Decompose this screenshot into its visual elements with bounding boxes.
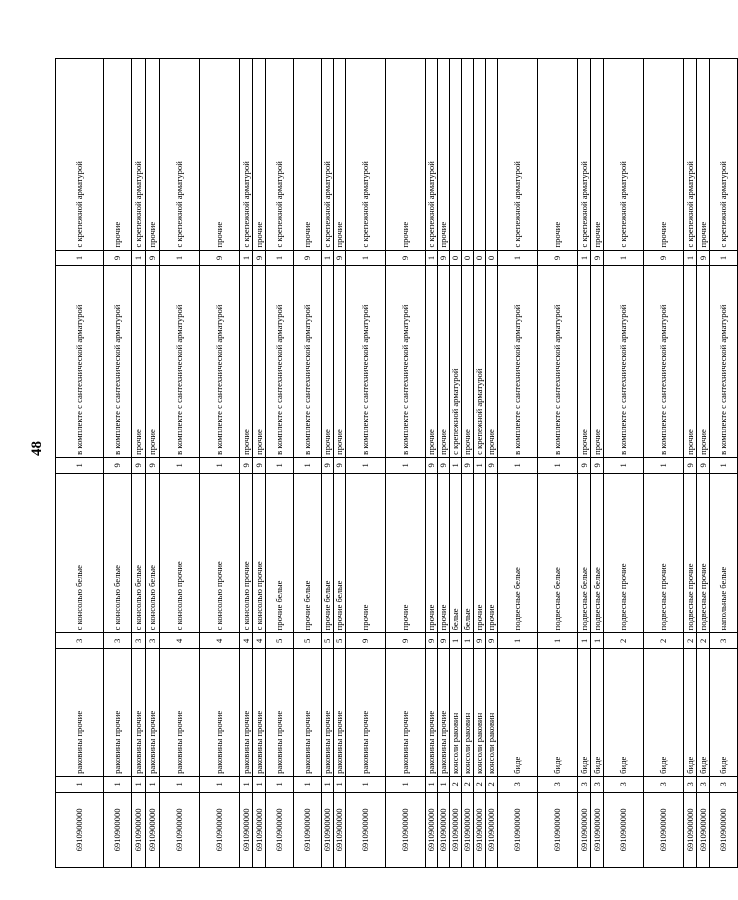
fix-name-cell bbox=[474, 59, 486, 251]
fix-digit-cell: 9 bbox=[538, 250, 578, 266]
type-name-cell: прочие белые bbox=[266, 473, 294, 633]
group-digit-cell: 1 bbox=[426, 776, 438, 792]
set-digit-cell: 1 bbox=[294, 457, 322, 473]
fix-digit-cell: 1 bbox=[578, 250, 591, 266]
set-digit-cell: 1 bbox=[644, 457, 684, 473]
group-digit-cell: 1 bbox=[200, 776, 240, 792]
group-name-cell: биде bbox=[538, 649, 578, 777]
set-name-cell: прочие bbox=[426, 266, 438, 457]
fix-name-cell: прочие bbox=[438, 59, 450, 251]
group-digit-cell: 3 bbox=[644, 776, 684, 792]
type-digit-cell: 3 bbox=[710, 633, 738, 649]
fix-digit-cell: 9 bbox=[104, 250, 132, 266]
type-name-cell: напольные белые bbox=[710, 473, 738, 633]
type-name-cell: с консолью белые bbox=[56, 473, 104, 633]
set-digit-cell: 1 bbox=[386, 457, 426, 473]
fix-digit-cell: 1 bbox=[426, 250, 438, 266]
fix-name-cell: прочие bbox=[334, 59, 346, 251]
type-digit-cell: 4 bbox=[253, 633, 266, 649]
group-digit-cell: 1 bbox=[160, 776, 200, 792]
type-digit-cell: 3 bbox=[132, 633, 146, 649]
group-name-cell: раковины прочие bbox=[200, 649, 240, 777]
type-digit-cell: 5 bbox=[294, 633, 322, 649]
type-digit-cell: 3 bbox=[104, 633, 132, 649]
code-cell: 6910900000 bbox=[474, 792, 486, 867]
group-digit-cell: 1 bbox=[346, 776, 386, 792]
classification-table-container bbox=[55, 58, 738, 868]
type-name-cell: прочие белые bbox=[334, 473, 346, 633]
fix-digit-cell: 0 bbox=[486, 250, 498, 266]
type-name-cell: подвесные прочие bbox=[604, 473, 644, 633]
set-digit-cell: 1 bbox=[200, 457, 240, 473]
type-digit-cell: 2 bbox=[644, 633, 684, 649]
code-cell: 6910900000 bbox=[498, 792, 538, 867]
table-row bbox=[200, 59, 240, 868]
group-digit-cell: 1 bbox=[240, 776, 253, 792]
set-name-cell: прочие bbox=[146, 266, 160, 457]
fix-name-cell: прочие bbox=[146, 59, 160, 251]
group-name-cell: биде bbox=[710, 649, 738, 777]
set-name-cell: прочие bbox=[240, 266, 253, 457]
set-name-cell: в комплекте с сантехнической арматурой bbox=[104, 266, 132, 457]
set-name-cell: в комплекте с сантехнической арматурой bbox=[604, 266, 644, 457]
group-digit-cell: 1 bbox=[334, 776, 346, 792]
type-name-cell: с консолью прочие bbox=[253, 473, 266, 633]
group-name-cell: биде bbox=[684, 649, 697, 777]
set-name-cell: прочие bbox=[322, 266, 334, 457]
group-name-cell: биде bbox=[604, 649, 644, 777]
table-row bbox=[334, 59, 346, 868]
group-name-cell: биде bbox=[644, 649, 684, 777]
type-digit-cell: 5 bbox=[334, 633, 346, 649]
set-digit-cell: 1 bbox=[266, 457, 294, 473]
table-row bbox=[697, 59, 710, 868]
fix-name-cell bbox=[450, 59, 462, 251]
table-row bbox=[604, 59, 644, 868]
fix-digit-cell: 1 bbox=[240, 250, 253, 266]
set-name-cell: в комплекте с сантехнической арматурой bbox=[160, 266, 200, 457]
table-row bbox=[294, 59, 322, 868]
type-name-cell: подвесные прочие bbox=[697, 473, 710, 633]
set-name-cell: в комплекте с сантехнической арматурой bbox=[266, 266, 294, 457]
code-cell: 6910900000 bbox=[538, 792, 578, 867]
code-cell: 6910900000 bbox=[644, 792, 684, 867]
code-cell: 6910900000 bbox=[486, 792, 498, 867]
group-digit-cell: 1 bbox=[294, 776, 322, 792]
set-digit-cell: 9 bbox=[486, 457, 498, 473]
group-digit-cell: 1 bbox=[386, 776, 426, 792]
table-row bbox=[160, 59, 200, 868]
table-row bbox=[346, 59, 386, 868]
code-cell: 6910900000 bbox=[56, 792, 104, 867]
table-row bbox=[538, 59, 578, 868]
set-digit-cell: 9 bbox=[591, 457, 604, 473]
set-name-cell: в комплекте с сантехнической арматурой bbox=[710, 266, 738, 457]
fix-name-cell: с крепежной арматурой bbox=[266, 59, 294, 251]
code-cell: 6910900000 bbox=[578, 792, 591, 867]
group-digit-cell: 1 bbox=[56, 776, 104, 792]
code-cell: 6910900000 bbox=[346, 792, 386, 867]
group-name-cell: раковины прочие bbox=[104, 649, 132, 777]
type-name-cell: с консолью белые bbox=[146, 473, 160, 633]
type-digit-cell: 5 bbox=[266, 633, 294, 649]
set-digit-cell: 9 bbox=[322, 457, 334, 473]
fix-digit-cell: 9 bbox=[644, 250, 684, 266]
table-row bbox=[386, 59, 426, 868]
set-name-cell: прочие bbox=[132, 266, 146, 457]
code-cell: 6910900000 bbox=[386, 792, 426, 867]
set-digit-cell: 9 bbox=[462, 457, 474, 473]
code-cell: 6910900000 bbox=[240, 792, 253, 867]
group-name-cell: раковины прочие bbox=[266, 649, 294, 777]
fix-name-cell: с крепежной арматурой bbox=[604, 59, 644, 251]
code-cell: 6910900000 bbox=[294, 792, 322, 867]
set-digit-cell: 1 bbox=[604, 457, 644, 473]
fix-name-cell: с крепежной арматурой bbox=[346, 59, 386, 251]
fix-name-cell: прочие bbox=[697, 59, 710, 251]
type-digit-cell: 1 bbox=[450, 633, 462, 649]
code-cell: 6910900000 bbox=[697, 792, 710, 867]
group-name-cell: раковины прочие bbox=[386, 649, 426, 777]
group-name-cell: раковины прочие bbox=[240, 649, 253, 777]
code-cell: 6910900000 bbox=[462, 792, 474, 867]
type-name-cell: белые bbox=[450, 473, 462, 633]
fix-name-cell: с крепежной арматурой bbox=[426, 59, 438, 251]
set-digit-cell: 9 bbox=[253, 457, 266, 473]
set-name-cell: в комплекте с сантехнической арматурой bbox=[538, 266, 578, 457]
fix-name-cell: с крепежной арматурой bbox=[160, 59, 200, 251]
type-digit-cell: 9 bbox=[438, 633, 450, 649]
set-digit-cell: 9 bbox=[146, 457, 160, 473]
set-name-cell: прочие bbox=[486, 266, 498, 457]
set-name-cell: прочие bbox=[578, 266, 591, 457]
fix-name-cell: прочие bbox=[644, 59, 684, 251]
fix-digit-cell: 9 bbox=[294, 250, 322, 266]
group-digit-cell: 3 bbox=[591, 776, 604, 792]
group-name-cell: биде bbox=[591, 649, 604, 777]
type-digit-cell: 9 bbox=[386, 633, 426, 649]
group-digit-cell: 2 bbox=[474, 776, 486, 792]
table-row bbox=[132, 59, 146, 868]
group-digit-cell: 1 bbox=[104, 776, 132, 792]
set-digit-cell: 9 bbox=[132, 457, 146, 473]
set-digit-cell: 1 bbox=[474, 457, 486, 473]
table-row bbox=[474, 59, 486, 868]
type-digit-cell: 3 bbox=[56, 633, 104, 649]
code-cell: 6910900000 bbox=[132, 792, 146, 867]
code-cell: 6910900000 bbox=[591, 792, 604, 867]
code-cell: 6910900000 bbox=[322, 792, 334, 867]
type-name-cell: подвесные белые bbox=[591, 473, 604, 633]
table-row bbox=[710, 59, 738, 868]
fix-digit-cell: 1 bbox=[266, 250, 294, 266]
group-name-cell: раковины прочие bbox=[146, 649, 160, 777]
set-name-cell: прочие bbox=[697, 266, 710, 457]
table-row bbox=[591, 59, 604, 868]
group-digit-cell: 3 bbox=[710, 776, 738, 792]
code-cell: 6910900000 bbox=[200, 792, 240, 867]
type-name-cell: подвесные белые bbox=[578, 473, 591, 633]
fix-name-cell: с крепежной арматурой bbox=[322, 59, 334, 251]
set-digit-cell: 9 bbox=[334, 457, 346, 473]
code-cell: 6910900000 bbox=[160, 792, 200, 867]
set-digit-cell: 9 bbox=[697, 457, 710, 473]
fix-name-cell: с крепежной арматурой bbox=[684, 59, 697, 251]
code-cell: 6910900000 bbox=[146, 792, 160, 867]
group-name-cell: консоли раковин bbox=[474, 649, 486, 777]
code-cell: 6910900000 bbox=[684, 792, 697, 867]
group-digit-cell: 2 bbox=[450, 776, 462, 792]
type-digit-cell: 4 bbox=[240, 633, 253, 649]
fix-digit-cell: 1 bbox=[346, 250, 386, 266]
table-row bbox=[426, 59, 438, 868]
fix-digit-cell: 9 bbox=[253, 250, 266, 266]
type-digit-cell: 9 bbox=[474, 633, 486, 649]
set-name-cell: в комплекте с сантехнической арматурой bbox=[200, 266, 240, 457]
group-name-cell: раковины прочие bbox=[253, 649, 266, 777]
type-name-cell: с консолью прочие bbox=[200, 473, 240, 633]
table-row bbox=[644, 59, 684, 868]
set-digit-cell: 9 bbox=[104, 457, 132, 473]
fix-digit-cell: 1 bbox=[56, 250, 104, 266]
group-name-cell: биде bbox=[498, 649, 538, 777]
type-digit-cell: 9 bbox=[486, 633, 498, 649]
type-name-cell: белые bbox=[462, 473, 474, 633]
set-digit-cell: 9 bbox=[684, 457, 697, 473]
fix-name-cell: прочие bbox=[538, 59, 578, 251]
fix-name-cell bbox=[486, 59, 498, 251]
table-body bbox=[56, 59, 738, 868]
set-name-cell: прочие bbox=[684, 266, 697, 457]
table-row bbox=[240, 59, 253, 868]
set-digit-cell: 9 bbox=[438, 457, 450, 473]
group-name-cell: консоли раковин bbox=[486, 649, 498, 777]
table-row bbox=[266, 59, 294, 868]
fix-name-cell: прочие bbox=[104, 59, 132, 251]
type-name-cell: прочие белые bbox=[294, 473, 322, 633]
group-digit-cell: 3 bbox=[498, 776, 538, 792]
group-digit-cell: 2 bbox=[486, 776, 498, 792]
set-digit-cell: 1 bbox=[450, 457, 462, 473]
table-row bbox=[253, 59, 266, 868]
table-row bbox=[322, 59, 334, 868]
group-digit-cell: 3 bbox=[604, 776, 644, 792]
code-cell: 6910900000 bbox=[334, 792, 346, 867]
classification-table bbox=[55, 58, 738, 868]
group-name-cell: раковины прочие bbox=[322, 649, 334, 777]
type-digit-cell: 9 bbox=[426, 633, 438, 649]
type-name-cell: подвесные прочие bbox=[684, 473, 697, 633]
type-digit-cell: 1 bbox=[578, 633, 591, 649]
set-digit-cell: 9 bbox=[578, 457, 591, 473]
fix-digit-cell: 1 bbox=[604, 250, 644, 266]
set-digit-cell: 1 bbox=[498, 457, 538, 473]
group-name-cell: раковины прочие bbox=[160, 649, 200, 777]
group-digit-cell: 3 bbox=[578, 776, 591, 792]
code-cell: 6910900000 bbox=[450, 792, 462, 867]
page-number: 48 bbox=[29, 441, 45, 456]
type-digit-cell: 3 bbox=[146, 633, 160, 649]
group-name-cell: раковины прочие bbox=[334, 649, 346, 777]
fix-digit-cell: 9 bbox=[200, 250, 240, 266]
fix-digit-cell: 1 bbox=[160, 250, 200, 266]
group-name-cell: раковины прочие bbox=[56, 649, 104, 777]
fix-digit-cell: 1 bbox=[132, 250, 146, 266]
type-name-cell: подвесные белые bbox=[538, 473, 578, 633]
group-digit-cell: 1 bbox=[253, 776, 266, 792]
group-digit-cell: 2 bbox=[462, 776, 474, 792]
set-digit-cell: 9 bbox=[240, 457, 253, 473]
type-digit-cell: 4 bbox=[200, 633, 240, 649]
group-name-cell: раковины прочие bbox=[346, 649, 386, 777]
type-digit-cell: 9 bbox=[346, 633, 386, 649]
type-name-cell: с консолью прочие bbox=[160, 473, 200, 633]
fix-digit-cell: 9 bbox=[438, 250, 450, 266]
set-name-cell: в комплекте с сантехнической арматурой bbox=[498, 266, 538, 457]
group-name-cell: биде bbox=[697, 649, 710, 777]
fix-name-cell: с крепежной арматурой bbox=[710, 59, 738, 251]
code-cell: 6910900000 bbox=[266, 792, 294, 867]
set-name-cell: прочие bbox=[591, 266, 604, 457]
fix-name-cell: прочие bbox=[253, 59, 266, 251]
fix-name-cell: с крепежной арматурой bbox=[56, 59, 104, 251]
fix-digit-cell: 9 bbox=[334, 250, 346, 266]
set-name-cell: прочие bbox=[253, 266, 266, 457]
code-cell: 6910900000 bbox=[253, 792, 266, 867]
group-name-cell: консоли раковин bbox=[462, 649, 474, 777]
set-digit-cell: 1 bbox=[710, 457, 738, 473]
fix-name-cell: с крепежной арматурой bbox=[240, 59, 253, 251]
group-digit-cell: 3 bbox=[697, 776, 710, 792]
code-cell: 6910900000 bbox=[426, 792, 438, 867]
group-digit-cell: 1 bbox=[322, 776, 334, 792]
code-cell: 6910900000 bbox=[104, 792, 132, 867]
group-digit-cell: 1 bbox=[132, 776, 146, 792]
set-name-cell: прочие bbox=[462, 266, 474, 457]
group-name-cell: раковины прочие bbox=[294, 649, 322, 777]
fix-name-cell: с крепежной арматурой bbox=[578, 59, 591, 251]
fix-name-cell: прочие bbox=[591, 59, 604, 251]
fix-digit-cell: 9 bbox=[697, 250, 710, 266]
fix-name-cell: прочие bbox=[294, 59, 322, 251]
code-cell: 6910900000 bbox=[710, 792, 738, 867]
table-row bbox=[498, 59, 538, 868]
set-name-cell: прочие bbox=[438, 266, 450, 457]
code-cell: 6910900000 bbox=[438, 792, 450, 867]
type-name-cell: прочие bbox=[474, 473, 486, 633]
type-name-cell: подвесные белые bbox=[498, 473, 538, 633]
set-name-cell: в комплекте с сантехнической арматурой bbox=[346, 266, 386, 457]
group-digit-cell: 3 bbox=[538, 776, 578, 792]
fix-name-cell: с крепежной арматурой bbox=[132, 59, 146, 251]
set-name-cell: в комплекте с сантехнической арматурой bbox=[294, 266, 322, 457]
set-digit-cell: 1 bbox=[160, 457, 200, 473]
fix-digit-cell: 0 bbox=[474, 250, 486, 266]
type-digit-cell: 1 bbox=[591, 633, 604, 649]
set-digit-cell: 1 bbox=[346, 457, 386, 473]
type-digit-cell: 1 bbox=[498, 633, 538, 649]
code-cell: 6910900000 bbox=[604, 792, 644, 867]
group-name-cell: раковины прочие bbox=[426, 649, 438, 777]
set-digit-cell: 9 bbox=[426, 457, 438, 473]
set-name-cell: с крепежной арматурой bbox=[450, 266, 462, 457]
set-name-cell: с крепежной арматурой bbox=[474, 266, 486, 457]
fix-digit-cell: 1 bbox=[710, 250, 738, 266]
fix-digit-cell: 9 bbox=[591, 250, 604, 266]
group-digit-cell: 1 bbox=[146, 776, 160, 792]
group-digit-cell: 3 bbox=[684, 776, 697, 792]
fix-digit-cell: 9 bbox=[146, 250, 160, 266]
type-name-cell: прочие bbox=[438, 473, 450, 633]
group-digit-cell: 1 bbox=[438, 776, 450, 792]
group-name-cell: биде bbox=[578, 649, 591, 777]
type-name-cell: прочие bbox=[426, 473, 438, 633]
fix-name-cell: прочие bbox=[386, 59, 426, 251]
group-digit-cell: 1 bbox=[266, 776, 294, 792]
group-name-cell: раковины прочие bbox=[132, 649, 146, 777]
table-row bbox=[146, 59, 160, 868]
fix-name-cell: прочие bbox=[200, 59, 240, 251]
table-row bbox=[438, 59, 450, 868]
type-digit-cell: 2 bbox=[684, 633, 697, 649]
table-row bbox=[684, 59, 697, 868]
type-digit-cell: 4 bbox=[160, 633, 200, 649]
fix-digit-cell: 1 bbox=[322, 250, 334, 266]
set-name-cell: в комплекте с сантехнической арматурой bbox=[386, 266, 426, 457]
type-digit-cell: 1 bbox=[462, 633, 474, 649]
type-name-cell: с консолью белые bbox=[132, 473, 146, 633]
set-name-cell: в комплекте с сантехнической арматурой bbox=[56, 266, 104, 457]
type-digit-cell: 2 bbox=[697, 633, 710, 649]
type-name-cell: подвесные прочие bbox=[644, 473, 684, 633]
table-row bbox=[462, 59, 474, 868]
type-digit-cell: 5 bbox=[322, 633, 334, 649]
type-name-cell: прочие bbox=[346, 473, 386, 633]
type-name-cell: прочие bbox=[486, 473, 498, 633]
group-name-cell: консоли раковин bbox=[450, 649, 462, 777]
type-name-cell: прочие bbox=[386, 473, 426, 633]
set-name-cell: в комплекте с сантехнической арматурой bbox=[644, 266, 684, 457]
table-row bbox=[104, 59, 132, 868]
type-name-cell: прочие белые bbox=[322, 473, 334, 633]
fix-name-cell bbox=[462, 59, 474, 251]
table-row bbox=[450, 59, 462, 868]
fix-name-cell: с крепежной арматурой bbox=[498, 59, 538, 251]
fix-digit-cell: 1 bbox=[684, 250, 697, 266]
group-name-cell: раковины прочие bbox=[438, 649, 450, 777]
table-row bbox=[578, 59, 591, 868]
table-row bbox=[486, 59, 498, 868]
table-row bbox=[56, 59, 104, 868]
fix-digit-cell: 9 bbox=[386, 250, 426, 266]
type-name-cell: с консолью белые bbox=[104, 473, 132, 633]
fix-digit-cell: 1 bbox=[498, 250, 538, 266]
set-digit-cell: 1 bbox=[56, 457, 104, 473]
set-digit-cell: 1 bbox=[538, 457, 578, 473]
fix-digit-cell: 0 bbox=[462, 250, 474, 266]
type-name-cell: с консолью прочие bbox=[240, 473, 253, 633]
fix-digit-cell: 0 bbox=[450, 250, 462, 266]
set-name-cell: прочие bbox=[334, 266, 346, 457]
type-digit-cell: 1 bbox=[538, 633, 578, 649]
type-digit-cell: 2 bbox=[604, 633, 644, 649]
